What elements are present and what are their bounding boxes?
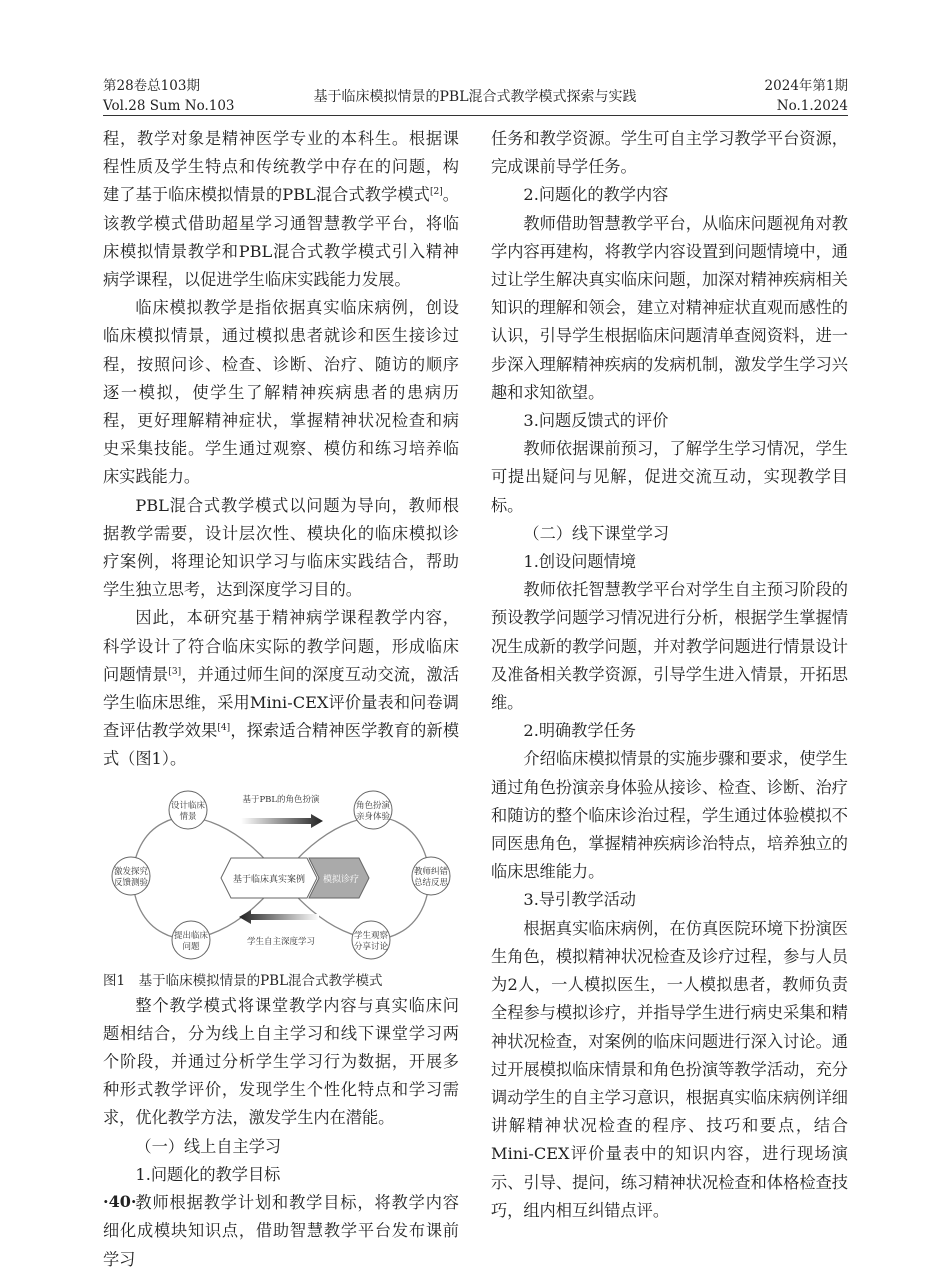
node-teacher-correction — [412, 857, 450, 895]
svg-text:总结反思: 总结反思 — [413, 877, 449, 888]
center-block — [221, 858, 369, 898]
svg-text:分享讨论: 分享讨论 — [353, 941, 389, 952]
paragraph: 任务和教学资源。学生可自主学习教学平台资源，完成课前导学任务。 — [491, 129, 848, 177]
teaching-model-diagram — [103, 788, 459, 966]
left-column — [103, 125, 459, 1274]
header-rule — [103, 115, 848, 116]
page-number: ·40· — [103, 1192, 137, 1211]
right-column — [491, 125, 848, 1225]
subsection-heading: 2.问题化的教学内容 — [523, 185, 669, 205]
citation: [4] — [217, 723, 231, 734]
citation: [3] — [168, 666, 182, 677]
svg-text:教师纠错: 教师纠错 — [413, 866, 449, 877]
paragraph: 教师根据教学计划和教学目标，将教学内容细化成模块知识点，借助智慧教学平台发布课前学习 — [103, 1193, 459, 1269]
section-heading: （一）线上自主学习 — [135, 1136, 282, 1156]
subsection-heading: 2.明确教学任务 — [523, 721, 636, 741]
svg-text:问题: 问题 — [182, 941, 200, 952]
node-inquiry-feedback — [112, 857, 150, 895]
issue-en: No.1.2024 — [776, 98, 848, 114]
bottom-arrow — [239, 910, 319, 947]
section-heading: （二）线下课堂学习 — [523, 523, 670, 543]
paragraph: 程，教学对象是精神医学专业的本科生。根据课程性质及学生特点和传统教学中存在的问题，构建了基于临床模拟情景的PBL混合式教学模式[2]。该教学模式借助超星学习通智慧教学平台，将临床模拟情景教学和PBL混合式教学模式引入精神病学课程，以促进学生临床实践能力发展。 — [103, 129, 459, 290]
paragraph: 整个教学模式将课堂教学内容与真实临床问题相结合，分为线上自主学习和线下课堂学习两个阶段，并通过分析学生学习行为数据，开展多种形式教学评价，发现学生个性化特点和学习需求，优化教学方法，激发学生内在潜能。 — [103, 995, 459, 1128]
svg-text:学生观察: 学生观察 — [353, 930, 389, 941]
svg-text:亲身体验: 亲身体验 — [355, 811, 391, 822]
node-design-scenario — [169, 791, 207, 829]
figure-caption: 图1 基于临床模拟情景的PBL混合式教学模式 — [103, 972, 383, 989]
subsection-heading: 3.导引教学活动 — [523, 890, 636, 910]
volume-en: Vol.28 Sum No.103 — [103, 98, 235, 114]
svg-text:情景: 情景 — [179, 811, 197, 822]
paragraph: 根据真实临床病例，在仿真医院环境下扮演医生角色，模拟精神状况检查及诊疗过程，参与人员为2人，一人模拟医生，一人模拟患者，教师负责全程参与模拟诊疗，并指导学生进行病史采集和精神状况检查，对案例的临床问题进行深入讨论。通过开展模拟临床情景和角色扮演等教学活动，充分调动学生的自主学习意识，根据真实临床病例详细讲解精神状况检查的程序、技巧和要点，结合Mini-CEX评价量表中的知识内容，进行现场演示、引导、提问，练习精神状况检查和体格检查技巧，组内相互纠错点评。 — [491, 918, 848, 1220]
svg-text:学生自主深度学习: 学生自主深度学习 — [246, 936, 316, 947]
paragraph: 教师依托智慧教学平台对学生自主预习阶段的预设教学问题学习情况进行分析，根据学生掌握情况生成新的教学问题，并对教学问题进行情景设计及准备相关教学资源，引导学生进入情景，开拓思维。 — [491, 580, 848, 713]
header-title: 基于临床模拟情景的PBL混合式教学模式探索与实践 — [313, 89, 637, 105]
citation: [2] — [429, 187, 443, 198]
issue-cn: 2024年第1期 — [764, 78, 848, 94]
node-raise-problem — [172, 921, 210, 959]
svg-text:基于PBL的角色扮演: 基于PBL的角色扮演 — [242, 794, 320, 805]
subsection-heading: 1.问题化的教学目标 — [135, 1164, 281, 1184]
node-student-discussion — [352, 921, 390, 959]
svg-text:设计临床: 设计临床 — [170, 800, 206, 811]
subsection-heading: 1.创设问题情境 — [523, 552, 636, 572]
page-header — [0, 0, 950, 122]
paragraph: 介绍临床模拟情景的实施步骤和要求，使学生通过角色扮演亲身体验从接诊、检查、诊断、治疗和随访的整个临床诊治过程，学生通过体验模拟不同医患角色，掌握精神疾病诊治特点，培养独立的临床思维能力。 — [491, 749, 848, 882]
paragraph: 临床模拟教学是指依据真实临床病例，创设临床模拟情景，通过模拟患者就诊和医生接诊过程，按照问诊、检查、诊断、治疗、随访的顺序逐一模拟，使学生了解精神疾病患者的患病历程，更好理解精神症状，掌握精神状况检查和病史采集技能。学生通过观察、模仿和练习培养临床实践能力。 — [103, 298, 459, 487]
header-issue — [765, 76, 848, 116]
svg-text:模拟诊疗: 模拟诊疗 — [322, 874, 360, 885]
svg-text:角色扮演: 角色扮演 — [355, 800, 391, 811]
paragraph: 教师依据课前预习，了解学生学习情况，学生可提出疑问与见解，促进交流互动，实现教学目标。 — [491, 439, 848, 515]
svg-text:基于临床真实案例: 基于临床真实案例 — [232, 874, 306, 885]
paragraph: 因此，本研究基于精神病学课程教学内容，科学设计了符合临床实际的教学问题，形成临床问题情景[3]，并通过师生间的深度互动交流，激活学生临床思维，采用Mini-CEX评价量表和问卷调查评估教学效果[4]，探索适合精神医学教育的新模式（图1）。 — [103, 608, 460, 769]
paragraph: PBL混合式教学模式以问题为导向，教师根据教学需要，设计层次性、模块化的临床模拟诊疗案例，将理论知识学习与临床实践结合，帮助学生独立思考，达到深度学习目的。 — [103, 495, 459, 600]
top-arrow — [241, 794, 323, 828]
svg-text:提出临床: 提出临床 — [173, 930, 209, 941]
svg-text:激发探究: 激发探究 — [113, 866, 149, 877]
node-role-play — [354, 791, 392, 829]
figure-1 — [103, 788, 459, 966]
paragraph: 教师借助智慧教学平台，从临床问题视角对教学内容再建构，将教学内容设置到问题情境中，通过让学生解决真实临床问题，加深对精神疾病相关知识的理解和领会，建立对精神症状直观而感性的认识，引导学生根据临床问题清单查阅资料，进一步深入理解精神疾病的发病机制，激发学生学习兴趣和求知欲望。 — [491, 213, 848, 402]
volume-cn: 第28卷总103期 — [103, 78, 200, 94]
svg-text:反馈测验: 反馈测验 — [113, 877, 149, 888]
subsection-heading: 3.问题反馈式的评价 — [523, 411, 669, 431]
